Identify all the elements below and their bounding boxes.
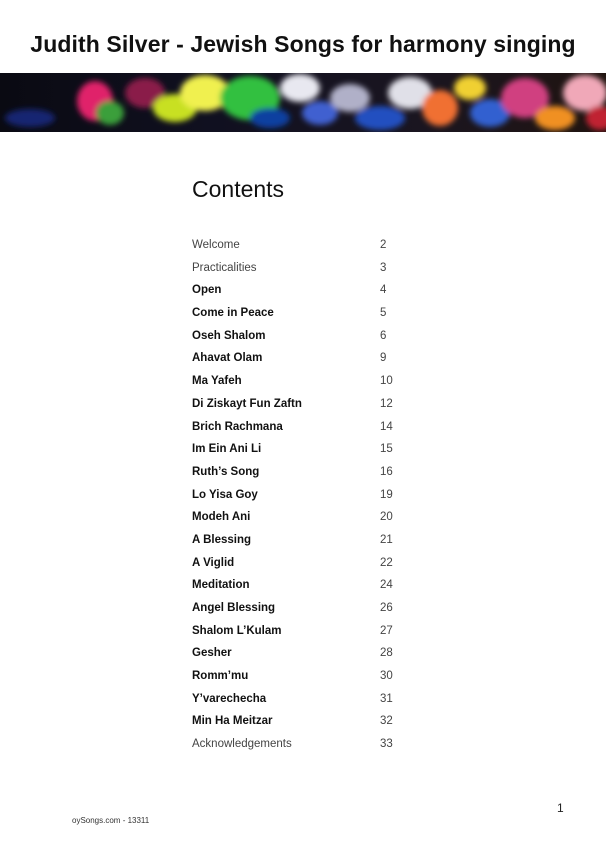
toc-entry-title: Min Ha Meitzar (192, 715, 273, 728)
toc-entry-title: Ahavat Olam (192, 352, 263, 365)
toc-entry[interactable] (192, 533, 412, 556)
toc-entry-title: Brich Rachmana (192, 420, 283, 433)
toc-entry-page: 15 (380, 443, 393, 456)
toc-entry-page: 2 (380, 239, 387, 251)
toc-entry[interactable] (192, 306, 412, 329)
toc-entry-title: Gesher (192, 647, 232, 660)
toc-entry-page: 28 (380, 647, 393, 660)
toc-entry-title: Welcome (192, 239, 240, 251)
toc-entry[interactable] (192, 737, 412, 760)
toc-entry[interactable] (192, 624, 412, 647)
toc-entry[interactable] (192, 420, 412, 443)
toc-entry-title: A Blessing (192, 533, 252, 546)
toc-entry-page: 4 (380, 284, 387, 297)
colorful-paint-banner (0, 73, 606, 132)
toc-entry[interactable] (192, 601, 412, 624)
toc-entry[interactable] (192, 374, 412, 397)
toc-entry-title: Modeh Ani (192, 511, 251, 524)
toc-entry-page: 5 (380, 307, 387, 320)
toc-entry[interactable] (192, 556, 412, 579)
toc-entry-title: Lo Yisa Goy (192, 488, 258, 501)
toc-entry-page: 24 (380, 579, 393, 592)
toc-entry-title: Angel Blessing (192, 602, 276, 614)
toc-entry-title: Meditation (192, 579, 250, 592)
toc-entry-page: 27 (380, 624, 393, 637)
toc-entry-title: Acknowledgements (192, 738, 292, 751)
toc-entry-title: Romm’mu (192, 670, 249, 683)
toc-entry[interactable] (192, 510, 412, 533)
toc-entry-page: 33 (380, 738, 393, 751)
toc-entry-title: Di Ziskayt Fun Zaftn (192, 397, 302, 410)
toc-entry-title: Come in Peace (192, 307, 274, 320)
toc-entry[interactable] (192, 329, 412, 352)
toc-entry-page: 21 (380, 533, 393, 546)
toc-entry-page: 31 (380, 692, 393, 705)
toc-entry-page: 9 (380, 352, 387, 365)
toc-entry-page: 32 (380, 715, 393, 728)
table-of-contents (192, 238, 412, 760)
toc-entry[interactable] (192, 465, 412, 488)
toc-entry[interactable] (192, 714, 412, 737)
toc-entry-page: 12 (380, 397, 393, 410)
toc-entry-title: Y’varechecha (192, 692, 267, 705)
toc-entry-title: Oseh Shalom (192, 329, 266, 342)
toc-entry-page: 6 (380, 329, 387, 342)
document-title: Judith Silver - Jewish Songs for harmony singing (30, 31, 576, 57)
toc-entry-page: 20 (380, 511, 393, 524)
toc-entry-page: 10 (380, 375, 393, 388)
toc-entry[interactable] (192, 442, 412, 465)
toc-entry-title: Shalom L’Kulam (192, 624, 282, 637)
toc-entry-page: 16 (380, 465, 393, 478)
toc-entry[interactable] (192, 669, 412, 692)
toc-entry[interactable] (192, 283, 412, 306)
toc-entry-page: 14 (380, 420, 393, 433)
toc-entry[interactable] (192, 488, 412, 511)
toc-entry[interactable] (192, 646, 412, 669)
toc-entry-title: Ma Yafeh (192, 375, 242, 388)
toc-entry-title: Open (192, 284, 222, 297)
toc-entry-page: 30 (380, 670, 393, 683)
toc-entry-page: 19 (380, 488, 393, 501)
contents-heading: Contents (192, 176, 285, 202)
toc-entry[interactable] (192, 261, 412, 284)
toc-entry[interactable] (192, 578, 412, 601)
toc-entry[interactable] (192, 692, 412, 715)
toc-entry[interactable] (192, 351, 412, 374)
footer-note: oySongs.com - 13311 (72, 816, 150, 825)
toc-entry[interactable] (192, 397, 412, 420)
toc-entry-page: 22 (380, 556, 393, 569)
toc-entry-title: Ruth’s Song (192, 465, 260, 478)
toc-entry[interactable] (192, 238, 412, 261)
page-number: 1 (557, 801, 564, 815)
toc-entry-page: 3 (380, 261, 387, 274)
toc-entry-title: A Viglid (192, 556, 235, 569)
toc-entry-title: Im Ein Ani Li (192, 443, 262, 456)
toc-entry-title: Practicalities (192, 261, 257, 274)
toc-entry-page: 26 (380, 602, 393, 614)
